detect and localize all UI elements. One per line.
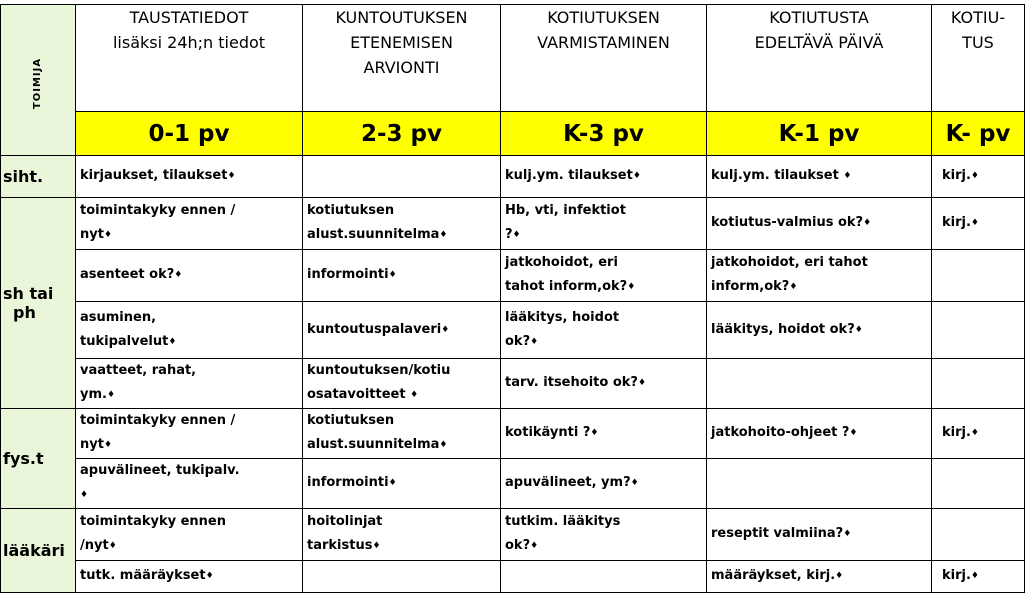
cell: jatkohoidot, eri tahot inform,ok? ♦ xyxy=(707,250,932,302)
cell: määräykset, kirj. ♦ xyxy=(707,561,932,593)
cell: jatkohoidot, eri tahot inform,ok? ♦ xyxy=(501,250,707,302)
row-siht xyxy=(1,156,1025,198)
cell: vaatteet, rahat, ym. ♦ xyxy=(76,359,303,409)
phase-2-3: 2-3 pv xyxy=(303,112,501,156)
cell: toimintakyky ennen / nyt ♦ xyxy=(76,198,303,250)
cell: kirjaukset, tilaukset ♦ xyxy=(76,156,303,198)
cell-empty xyxy=(932,302,1025,359)
cell: tarv. itsehoito ok? ♦ xyxy=(501,359,707,409)
cell: toimintakyky ennen / nyt ♦ xyxy=(76,409,303,459)
cell: informointi ♦ xyxy=(303,459,501,509)
cell: kirj. ♦ xyxy=(932,561,1025,593)
cell: Hb, vti, infektiot ? ♦ xyxy=(501,198,707,250)
header-row xyxy=(1,5,1025,112)
row-sh-1 xyxy=(1,198,1025,250)
cell: informointi ♦ xyxy=(303,250,501,302)
cell: kulj.ym. tilaukset ♦ xyxy=(501,156,707,198)
cell: kotiutuksen alust.suunnitelma ♦ xyxy=(303,198,501,250)
cell-empty xyxy=(707,459,932,509)
toimija-header: TOIMIJA xyxy=(1,5,76,156)
role-laakari: lääkäri xyxy=(1,509,76,593)
cell: kotiutus-valmius ok? ♦ xyxy=(707,198,932,250)
row-sh-2 xyxy=(1,250,1025,302)
cell-empty xyxy=(932,359,1025,409)
row-sh-4 xyxy=(1,359,1025,409)
cell: kirj. ♦ xyxy=(932,156,1025,198)
role-fys: fys.t xyxy=(1,409,76,509)
cell: asenteet ok? ♦ xyxy=(76,250,303,302)
cell-empty xyxy=(932,509,1025,561)
discharge-plan-table xyxy=(0,4,1025,593)
cell: kirj. ♦ xyxy=(932,198,1025,250)
cell-empty xyxy=(932,459,1025,509)
cell: lääkitys, hoidot ok? ♦ xyxy=(501,302,707,359)
cell-empty xyxy=(932,250,1025,302)
header-kotiutus: KOTIU- TUS xyxy=(932,5,1025,112)
phase-k-1: K-1 pv xyxy=(707,112,932,156)
cell: tutkim. lääkitys ok? ♦ xyxy=(501,509,707,561)
cell: kotikäynti ? ♦ xyxy=(501,409,707,459)
header-kotiutuksen: KOTIUTUKSEN VARMISTAMINEN xyxy=(501,5,707,112)
phase-row xyxy=(1,112,1025,156)
cell: apuvälineet, ym? ♦ xyxy=(501,459,707,509)
header-kuntoutuksen: KUNTOUTUKSEN ETENEMISEN ARVIONTI xyxy=(303,5,501,112)
phase-k-3: K-3 pv xyxy=(501,112,707,156)
row-fys-2 xyxy=(1,459,1025,509)
header-taustatiedot: TAUSTATIEDOT lisäksi 24h;n tiedot xyxy=(76,5,303,112)
role-siht: siht. xyxy=(1,156,76,198)
phase-k: K- pv xyxy=(932,112,1025,156)
cell: kulj.ym. tilaukset ♦ xyxy=(707,156,932,198)
cell: lääkitys, hoidot ok? ♦ xyxy=(707,302,932,359)
cell: tutk. määräykset ♦ xyxy=(76,561,303,593)
cell: kirj. ♦ xyxy=(932,409,1025,459)
cell: kuntoutuspalaveri ♦ xyxy=(303,302,501,359)
row-laakari-1 xyxy=(1,509,1025,561)
cell: kuntoutuksen/kotiu osatavoitteet ♦ xyxy=(303,359,501,409)
phase-0-1: 0-1 pv xyxy=(76,112,303,156)
row-fys-1 xyxy=(1,409,1025,459)
cell: apuvälineet, tukipalv. ♦ xyxy=(76,459,303,509)
header-kotiutusta: KOTIUTUSTA EDELTÄVÄ PÄIVÄ xyxy=(707,5,932,112)
cell-empty xyxy=(707,359,932,409)
cell: toimintakyky ennen /nyt ♦ xyxy=(76,509,303,561)
cell: jatkohoito-ohjeet ? ♦ xyxy=(707,409,932,459)
cell: kotiutuksen alust.suunnitelma ♦ xyxy=(303,409,501,459)
role-sh: sh tai ph xyxy=(1,198,76,409)
cell-empty xyxy=(303,156,501,198)
row-sh-3 xyxy=(1,302,1025,359)
cell: asuminen, tukipalvelut ♦ xyxy=(76,302,303,359)
cell: reseptit valmiina? ♦ xyxy=(707,509,932,561)
cell: hoitolinjat tarkistus ♦ xyxy=(303,509,501,561)
